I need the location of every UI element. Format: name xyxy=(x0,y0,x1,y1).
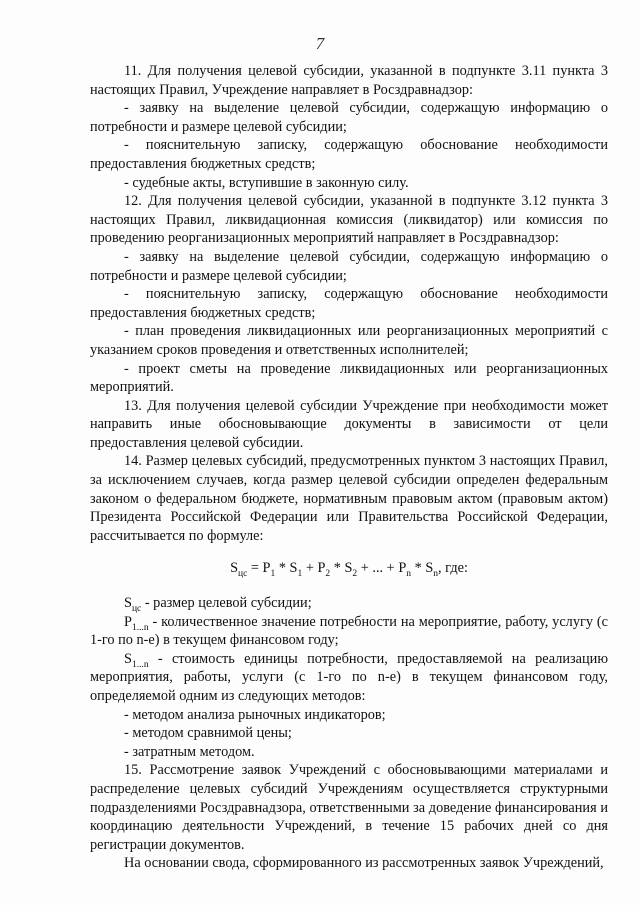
method-item: - затратным методом. xyxy=(124,743,255,760)
formula: $S_{цс} = P_1 * S_1 + P_2 * S_2$ + ... + $P_n * S_n$, где: xyxy=(230,560,468,580)
paragraph: 11. Для получения целевой субсидии, указанной в подпункте 3.11 пункта 3 настоящих Правил, Учреждение направляет в Росздравнадзор: xyxy=(90,63,608,98)
list-item: - пояснительную записку, содержащую обоснование необходимости предоставления бюджетных средств; xyxy=(90,137,608,172)
paragraph: 15. Рассмотрение заявок Учреждений с обосновывающими материалами и распределение целевых субсидий Учреждениям осуществляется структурными подразделениями Росздравнадзора, ответственными за доведение финансирования и координацию деятельности Учреждений, в течение 15 рабочих дней со дня регистрации документов. xyxy=(90,762,608,853)
paragraph: 12. Для получения целевой субсидии, указанной в подпункте 3.12 пункта 3 настоящих Правил, ликвидационная комиссия (ликвидатор) или комиссия по проведению реорганизационных мероприятий направляет в Росздравнадзор: xyxy=(90,193,608,247)
method-item: - методом анализа рыночных индикаторов; xyxy=(124,706,386,723)
method-item: - методом сравнимой цены; xyxy=(124,725,292,742)
definition: $S_{1...n}$ - стоимость единицы потребности, предоставляемой на реализацию мероприятия, работы, услуги (с 1-го по n-е) в текущем финансовом году, определяемой одним из следующих методов: xyxy=(90,650,608,704)
list-item: - заявку на выделение целевой субсидии, содержащую информацию о потребности и размере целевой субсидии; xyxy=(90,248,608,284)
paragraph: На основании свода, сформированного из рассмотренных заявок Учреждений, xyxy=(124,855,604,872)
definition: $S_{цс}$ - размер целевой субсидии; xyxy=(124,595,312,614)
paragraph: 13. Для получения целевой субсидии Учреждение при необходимости может направить иные обосновывающие документы в зависимости от цели предоставления целевой субсидии. xyxy=(90,397,608,451)
page-number: 7 xyxy=(315,34,325,53)
list-item: - пояснительную записку, содержащую обоснование необходимости предоставления бюджетных средств; xyxy=(90,286,608,321)
document-body xyxy=(90,62,608,873)
list-item: - судебные акты, вступившие в законную силу. xyxy=(124,174,409,191)
list-item: - заявку на выделение целевой субсидии, содержащую информацию о потребности и размере целевой субсидии; xyxy=(90,100,608,135)
list-item: - проект сметы на проведение ликвидационных или реорганизационных мероприятий. xyxy=(90,360,608,396)
definition: $P_{1...n}$ - количественное значение потребности на мероприятие, работу, услугу (с 1-го по n-е) в текущем финансовом году; xyxy=(90,613,608,649)
paragraph: 14. Размер целевых субсидий, предусмотренных пунктом 3 настоящих Правил, за исключением случаев, когда размер целевой субсидии определен федеральным законом о федеральном бюджете, нормативным правовым актом (правовым актом) Президента Российской Федерации или Правительства Российской Федерации, рассчитывается по формуле: xyxy=(90,453,608,544)
list-item: - план проведения ликвидационных или реорганизационных мероприятий с указанием сроков проведения и ответственных исполнителей; xyxy=(90,323,608,358)
